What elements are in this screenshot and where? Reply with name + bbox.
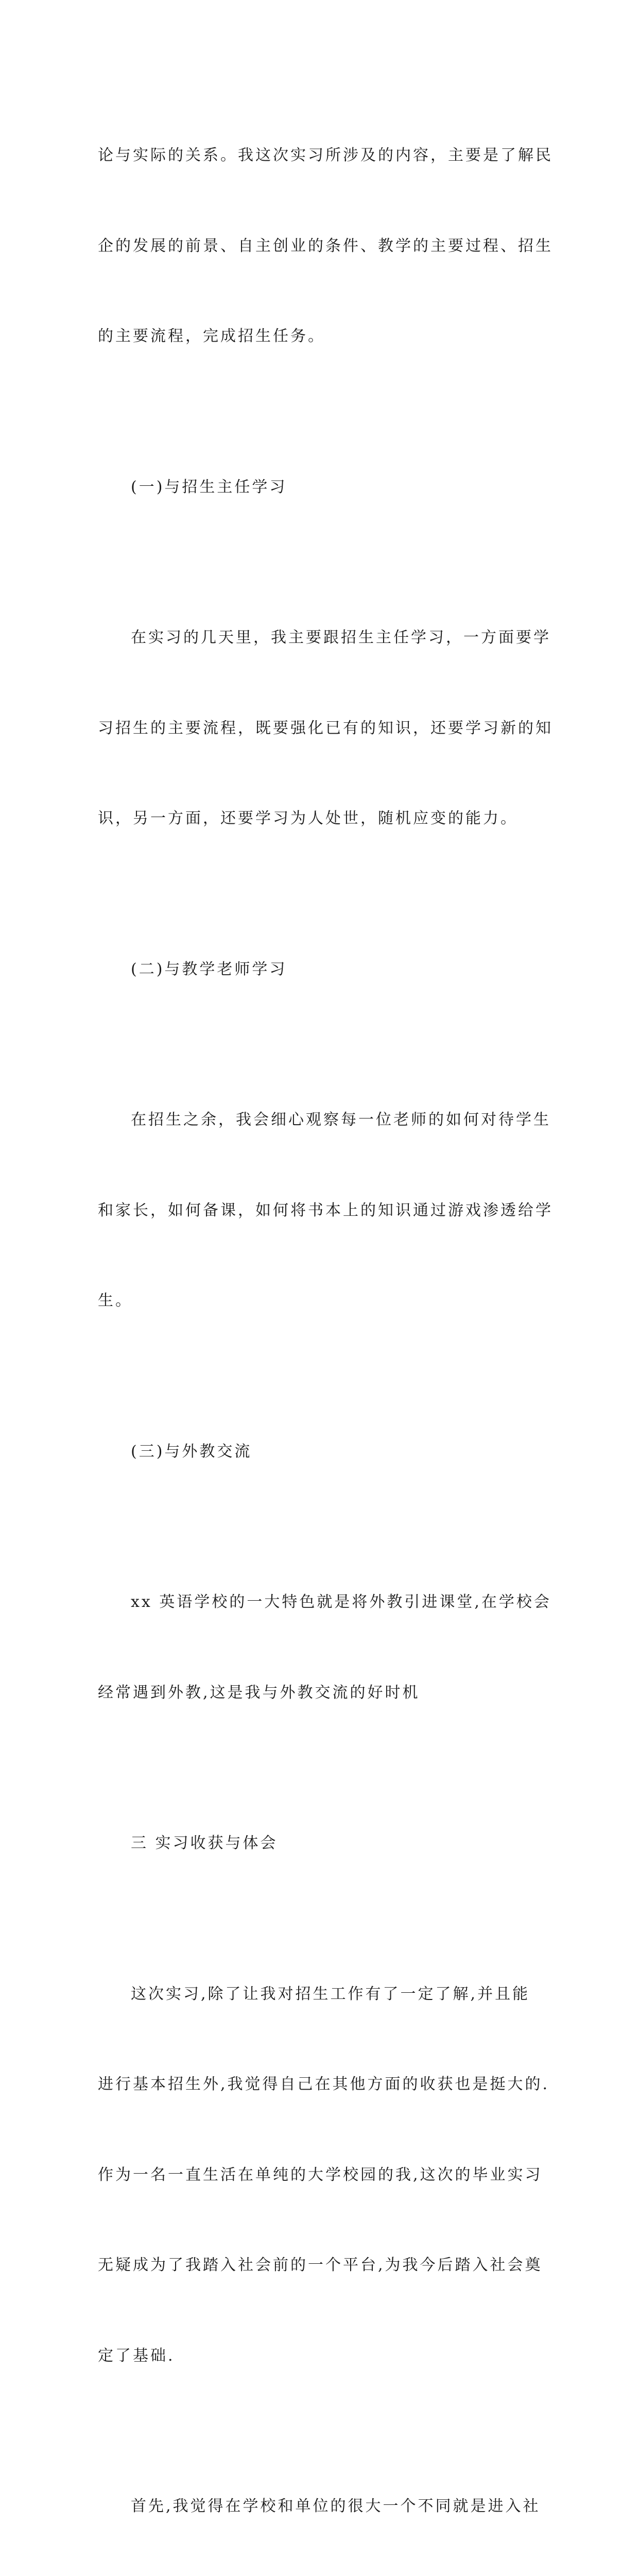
text-line: 企的发展的前景、自主创业的条件、教学的主要过程、招生 (98, 236, 553, 255)
text-line: 定了基础. (98, 2346, 175, 2365)
heading-text: (一)与招生主任学习 (131, 478, 287, 496)
text-line: 论与实际的关系。我这次实习所涉及的内容，主要是了解民 (98, 146, 553, 164)
paragraph-teachers (98, 1045, 553, 1377)
text-line: 在招生之余，我会细心观察每一位老师的如何对待学生 (131, 1111, 551, 1129)
text-line: 识，另一方面，还要学习为人处世，随机应变的能力。 (98, 809, 518, 827)
document-body (98, 80, 553, 2576)
text-line: 的主要流程，完成招生任务。 (98, 327, 325, 345)
text-line: 作为一名一直生活在单纯的大学校园的我,这次的毕业实习 (98, 2165, 543, 2184)
section-heading-1 (98, 412, 542, 563)
text-line: 习招生的主要流程，既要强化已有的知识，还要学习新的知 (98, 719, 553, 737)
paragraph-intro-continued (98, 80, 553, 412)
text-line: 生。 (98, 1292, 133, 1310)
section-heading-harvest (98, 1768, 542, 1919)
text-line: xx 英语学校的一大特色就是将外教引进课堂,在学校会 (131, 1593, 551, 1611)
heading-text: (二)与教学老师学习 (131, 960, 287, 978)
heading-text: (三)与外教交流 (131, 1442, 252, 1461)
text-line: 无疑成为了我踏入社会前的一个平台,为我今后踏入社会奠 (98, 2256, 543, 2274)
text-line: 这次实习,除了让我对招生工作有了一定了解,并且能 (131, 1985, 530, 2003)
text-line: 首先,我觉得在学校和单位的很大一个不同就是进入社 (131, 2497, 541, 2515)
paragraph-internship-gains (98, 1919, 550, 2432)
text-line: 经常遇到外教,这是我与外教交流的好时机 (98, 1683, 420, 1702)
heading-text: 三 实习收获与体会 (131, 1834, 278, 1852)
text-line: 和家长，如何备课，如何将书本上的知识通过游戏渗透给学 (98, 1201, 553, 1219)
paragraph-responsibility (98, 2431, 542, 2576)
text-line: 进行基本招生外,我觉得自己在其他方面的收获也是挺大的. (98, 2075, 550, 2093)
section-heading-2 (98, 894, 542, 1045)
paragraph-admissions-director (98, 563, 553, 894)
section-heading-3 (98, 1377, 542, 1528)
text-line: 在实习的几天里，我主要跟招生主任学习，一方面要学 (131, 629, 551, 647)
paragraph-foreign-teachers (98, 1527, 551, 1768)
